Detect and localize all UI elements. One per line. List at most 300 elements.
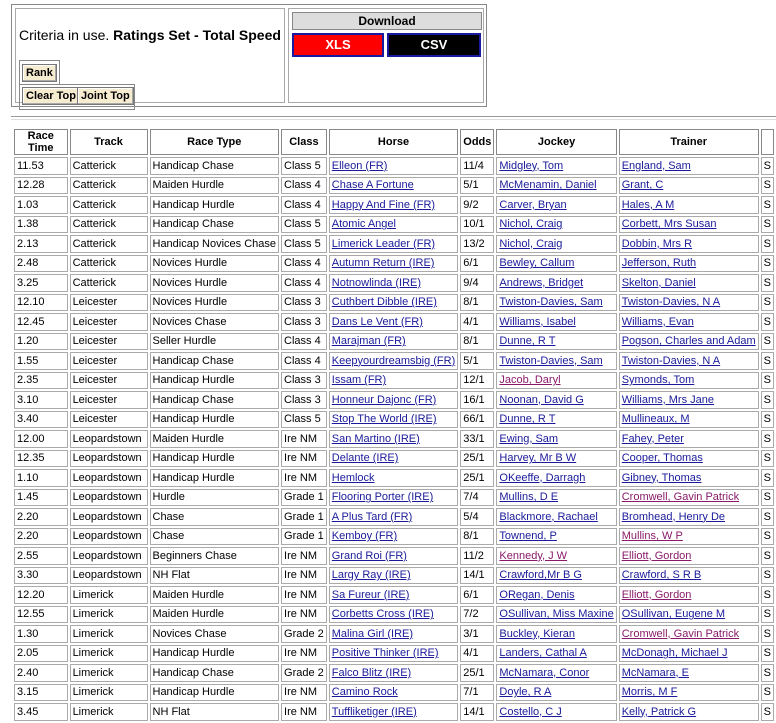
- cell-odds: 8/1: [460, 333, 494, 351]
- table-row: [14, 177, 774, 195]
- cell-race-type: Chase: [150, 508, 280, 526]
- cell-odds: 11/4: [460, 157, 494, 175]
- cell-track: Catterick: [70, 216, 148, 234]
- horse-link[interactable]: Camino Rock: [331, 686, 398, 699]
- xls-download-button[interactable]: XLS: [292, 33, 384, 57]
- cell-race-time: 12.28: [14, 177, 68, 195]
- jockey-link[interactable]: Ewing, Sam: [499, 432, 559, 445]
- cell-race-type: Handicap Chase: [150, 352, 280, 370]
- trainer-link[interactable]: Mullins, W P: [621, 530, 683, 543]
- cell-odds: 14/1: [460, 567, 494, 585]
- table-row: [14, 235, 774, 253]
- trainer-link[interactable]: Grant, C: [621, 179, 664, 192]
- jockey-link[interactable]: OKeeffe, Darragh: [499, 471, 586, 484]
- cell-race-type: Handicap Chase: [150, 664, 280, 682]
- cell-track: Leicester: [70, 372, 148, 390]
- cell-class: Ire NM: [281, 430, 327, 448]
- cell-track: Limerick: [70, 684, 148, 702]
- jockey-link[interactable]: Williams, Isabel: [499, 315, 576, 328]
- table-row: [14, 606, 774, 624]
- jockey-cell: [496, 469, 616, 487]
- cell-track: Leicester: [70, 411, 148, 429]
- trainer-cell: [619, 177, 759, 195]
- jockey-link[interactable]: Nichol, Craig: [499, 237, 563, 250]
- trainer-cell: [619, 235, 759, 253]
- jockey-link[interactable]: Mullins, D E: [499, 491, 559, 504]
- cell-odds: 5/4: [460, 508, 494, 526]
- jockey-cell: [496, 411, 616, 429]
- trainer-link[interactable]: Bromhead, Henry De: [621, 510, 726, 523]
- cell-class: Ire NM: [281, 703, 327, 721]
- cell-extra: S: [761, 157, 774, 175]
- header-odds[interactable]: Odds: [460, 129, 494, 155]
- trainer-link[interactable]: Gibney, Thomas: [621, 471, 702, 484]
- jockey-cell: [496, 625, 616, 643]
- jockey-link[interactable]: Buckley, Kieran: [499, 627, 575, 640]
- cell-odds: 7/2: [460, 606, 494, 624]
- jockey-cell: [496, 313, 616, 331]
- cell-extra: S: [761, 430, 774, 448]
- cell-race-type: Maiden Hurdle: [150, 586, 280, 604]
- cell-extra: S: [761, 294, 774, 312]
- trainer-link[interactable]: Williams, Mrs Jane: [621, 393, 715, 406]
- cell-race-type: Handicap Hurdle: [150, 450, 280, 468]
- jockey-link[interactable]: Nichol, Craig: [499, 218, 563, 231]
- trainer-link[interactable]: Twiston-Davies, N A: [621, 296, 721, 309]
- trainer-link[interactable]: OSullivan, Eugene M: [621, 608, 726, 621]
- cell-race-time: 11.53: [14, 157, 68, 175]
- horse-link[interactable]: Marajman (FR): [331, 335, 406, 348]
- cell-class: Grade 1: [281, 489, 327, 507]
- horse-link[interactable]: Dans Le Vent (FR): [331, 315, 423, 328]
- cell-race-time: 2.20: [14, 508, 68, 526]
- jockey-link[interactable]: McMenamin, Daniel: [499, 179, 597, 192]
- horse-cell: [329, 216, 459, 234]
- cell-class: Ire NM: [281, 450, 327, 468]
- jockey-link[interactable]: Landers, Cathal A: [499, 647, 587, 660]
- table-row: [14, 372, 774, 390]
- horse-cell: [329, 352, 459, 370]
- cell-race-time: 1.45: [14, 489, 68, 507]
- cell-track: Limerick: [70, 625, 148, 643]
- table-row: [14, 352, 774, 370]
- cell-race-type: Maiden Hurdle: [150, 430, 280, 448]
- table-row: [14, 196, 774, 214]
- jockey-link[interactable]: Harvey, Mr B W: [499, 452, 577, 465]
- trainer-cell: [619, 313, 759, 331]
- jockey-cell: [496, 508, 616, 526]
- horse-link[interactable]: Notnowlinda (IRE): [331, 276, 422, 289]
- jockey-cell: [496, 703, 616, 721]
- horse-link[interactable]: San Martino (IRE): [331, 432, 420, 445]
- cell-race-time: 3.15: [14, 684, 68, 702]
- trainer-link[interactable]: Twiston-Davies, N A: [621, 354, 721, 367]
- cell-class: Class 4: [281, 255, 327, 273]
- cell-race-type: Handicap Hurdle: [150, 469, 280, 487]
- trainer-link[interactable]: Jefferson, Ruth: [621, 257, 697, 270]
- table-row: [14, 450, 774, 468]
- cell-track: Leopardstown: [70, 528, 148, 546]
- jockey-cell: [496, 391, 616, 409]
- header-jockey[interactable]: Jockey: [496, 129, 616, 155]
- horse-link[interactable]: Delante (IRE): [331, 452, 399, 465]
- header-race-time[interactable]: Race Time: [14, 129, 68, 155]
- cell-class: Class 3: [281, 391, 327, 409]
- cell-extra: S: [761, 313, 774, 331]
- cell-class: Class 5: [281, 216, 327, 234]
- header-extra[interactable]: [761, 129, 774, 155]
- trainer-link[interactable]: Cromwell, Gavin Patrick: [621, 491, 740, 504]
- trainer-cell: [619, 372, 759, 390]
- trainer-link[interactable]: Crawford, S R B: [621, 569, 702, 582]
- horse-cell: [329, 196, 459, 214]
- trainer-link[interactable]: Williams, Evan: [621, 315, 694, 328]
- cell-race-type: Novices Chase: [150, 625, 280, 643]
- cell-class: Ire NM: [281, 567, 327, 585]
- horse-link[interactable]: A Plus Tard (FR): [331, 510, 413, 523]
- cell-odds: 9/4: [460, 274, 494, 292]
- cell-class: Ire NM: [281, 586, 327, 604]
- cell-extra: S: [761, 547, 774, 565]
- joint-top-button[interactable]: Joint Top: [77, 87, 134, 105]
- horse-cell: [329, 294, 459, 312]
- horse-cell: [329, 411, 459, 429]
- table-row: [14, 411, 774, 429]
- trainer-link[interactable]: Elliott, Gordon: [621, 549, 692, 562]
- cell-odds: 6/1: [460, 255, 494, 273]
- jockey-link[interactable]: Townend, P: [499, 530, 557, 543]
- cell-race-type: Hurdle: [150, 489, 280, 507]
- cell-track: Catterick: [70, 235, 148, 253]
- jockey-cell: [496, 274, 616, 292]
- cell-track: Catterick: [70, 177, 148, 195]
- cell-race-type: Handicap Hurdle: [150, 684, 280, 702]
- jockey-link[interactable]: Andrews, Bridget: [499, 276, 584, 289]
- cell-class: Ire NM: [281, 684, 327, 702]
- jockey-link[interactable]: Dunne, R T: [499, 335, 556, 348]
- download-title: Download: [292, 12, 482, 30]
- cell-track: Leicester: [70, 333, 148, 351]
- table-row: [14, 157, 774, 175]
- jockey-link[interactable]: Noonan, David G: [499, 393, 584, 406]
- jockey-cell: [496, 352, 616, 370]
- horse-link[interactable]: Elleon (FR): [331, 159, 388, 172]
- horse-cell: [329, 333, 459, 351]
- cell-track: Catterick: [70, 274, 148, 292]
- horse-cell: [329, 528, 459, 546]
- jockey-link[interactable]: Bewley, Callum: [499, 257, 575, 270]
- jockey-link[interactable]: McNamara, Conor: [499, 666, 590, 679]
- table-row: [14, 703, 774, 721]
- cell-odds: 7/4: [460, 489, 494, 507]
- horse-cell: [329, 625, 459, 643]
- trainer-cell: [619, 430, 759, 448]
- cell-class: Class 5: [281, 411, 327, 429]
- trainer-cell: [619, 645, 759, 663]
- trainer-cell: [619, 528, 759, 546]
- cell-race-type: Beginners Chase: [150, 547, 280, 565]
- cell-race-type: Novices Hurdle: [150, 255, 280, 273]
- horse-link[interactable]: Positive Thinker (IRE): [331, 647, 439, 660]
- jockey-link[interactable]: Kennedy, J W: [499, 549, 568, 562]
- cell-odds: 25/1: [460, 664, 494, 682]
- jockey-link[interactable]: Twiston-Davies, Sam: [499, 296, 603, 309]
- trainer-link[interactable]: Fahey, Peter: [621, 432, 684, 445]
- table-row: [14, 216, 774, 234]
- table-row: [14, 625, 774, 643]
- cell-race-time: 3.40: [14, 411, 68, 429]
- trainer-cell: [619, 664, 759, 682]
- cell-race-time: 12.45: [14, 313, 68, 331]
- table-row: [14, 645, 774, 663]
- horse-link[interactable]: Sa Fureur (IRE): [331, 588, 410, 601]
- trainer-link[interactable]: Kelly, Patrick G: [621, 705, 697, 718]
- cell-odds: 25/1: [460, 469, 494, 487]
- cell-race-time: 12.55: [14, 606, 68, 624]
- trainer-link[interactable]: Pogson, Charles and Adam: [621, 335, 756, 348]
- cell-race-time: 1.30: [14, 625, 68, 643]
- horse-cell: [329, 469, 459, 487]
- cell-track: Catterick: [70, 157, 148, 175]
- trainer-cell: [619, 255, 759, 273]
- cell-race-type: Chase: [150, 528, 280, 546]
- horse-link[interactable]: Flooring Porter (IRE): [331, 491, 434, 504]
- cell-extra: S: [761, 489, 774, 507]
- cell-race-time: 1.20: [14, 333, 68, 351]
- horse-link[interactable]: Chase A Fortune: [331, 179, 414, 192]
- jockey-cell: [496, 157, 616, 175]
- trainer-link[interactable]: Elliott, Gordon: [621, 588, 692, 601]
- trainer-link[interactable]: Dobbin, Mrs R: [621, 237, 693, 250]
- horse-link[interactable]: Stop The World (IRE): [331, 413, 437, 426]
- horse-link[interactable]: Largy Ray (IRE): [331, 569, 411, 582]
- jockey-cell: [496, 645, 616, 663]
- cell-extra: S: [761, 528, 774, 546]
- cell-race-type: Handicap Hurdle: [150, 372, 280, 390]
- clear-top-button[interactable]: Clear Top: [22, 87, 80, 105]
- trainer-link[interactable]: McDonagh, Michael J: [621, 647, 728, 660]
- header-race-type[interactable]: Race Type: [150, 129, 280, 155]
- horse-link[interactable]: Keepyourdreamsbig (FR): [331, 354, 456, 367]
- jockey-link[interactable]: Midgley, Tom: [499, 159, 564, 172]
- cell-track: Limerick: [70, 606, 148, 624]
- cell-extra: S: [761, 411, 774, 429]
- table-row: [14, 528, 774, 546]
- horse-link[interactable]: Malina Girl (IRE): [331, 627, 414, 640]
- csv-download-button[interactable]: CSV: [387, 33, 481, 57]
- cell-race-time: 12.20: [14, 586, 68, 604]
- cell-track: Leopardstown: [70, 547, 148, 565]
- horse-cell: [329, 391, 459, 409]
- horse-link[interactable]: Atomic Angel: [331, 218, 396, 231]
- horse-link[interactable]: Issam (FR): [331, 374, 387, 387]
- jockey-cell: [496, 430, 616, 448]
- header-trainer[interactable]: Trainer: [619, 129, 759, 155]
- cell-class: Class 4: [281, 196, 327, 214]
- cell-extra: S: [761, 508, 774, 526]
- cell-odds: 6/1: [460, 586, 494, 604]
- horse-cell: [329, 313, 459, 331]
- horse-link[interactable]: Limerick Leader (FR): [331, 237, 436, 250]
- jockey-link[interactable]: Doyle, R A: [499, 686, 552, 699]
- trainer-cell: [619, 274, 759, 292]
- cell-race-time: 3.45: [14, 703, 68, 721]
- cell-extra: S: [761, 586, 774, 604]
- trainer-cell: [619, 586, 759, 604]
- horse-cell: [329, 586, 459, 604]
- top-buttons-box: [19, 84, 135, 110]
- cell-track: Limerick: [70, 586, 148, 604]
- cell-odds: 10/1: [460, 216, 494, 234]
- trainer-cell: [619, 450, 759, 468]
- cell-track: Leopardstown: [70, 567, 148, 585]
- cell-race-type: Handicap Novices Chase: [150, 235, 280, 253]
- horse-cell: [329, 508, 459, 526]
- table-row: [14, 586, 774, 604]
- cell-race-time: 12.00: [14, 430, 68, 448]
- cell-odds: 7/1: [460, 684, 494, 702]
- cell-odds: 14/1: [460, 703, 494, 721]
- horse-link[interactable]: Hemlock: [331, 471, 375, 484]
- jockey-link[interactable]: ORegan, Denis: [499, 588, 575, 601]
- jockey-cell: [496, 372, 616, 390]
- table-row: [14, 547, 774, 565]
- cell-track: Leicester: [70, 391, 148, 409]
- cell-class: Ire NM: [281, 547, 327, 565]
- table-row: [14, 567, 774, 585]
- horse-link[interactable]: Honneur Dajonc (FR): [331, 393, 437, 406]
- trainer-cell: [619, 606, 759, 624]
- table-row: [14, 391, 774, 409]
- jockey-cell: [496, 547, 616, 565]
- horse-cell: [329, 177, 459, 195]
- cell-extra: S: [761, 606, 774, 624]
- jockey-link[interactable]: Dunne, R T: [499, 413, 556, 426]
- cell-track: Catterick: [70, 255, 148, 273]
- cell-race-time: 3.30: [14, 567, 68, 585]
- jockey-cell: [496, 235, 616, 253]
- table-row: [14, 294, 774, 312]
- jockey-cell: [496, 567, 616, 585]
- cell-track: Limerick: [70, 664, 148, 682]
- cell-extra: S: [761, 352, 774, 370]
- cell-extra: S: [761, 255, 774, 273]
- jockey-link[interactable]: Jacob, Daryl: [499, 374, 561, 387]
- cell-extra: S: [761, 235, 774, 253]
- cell-race-time: 2.48: [14, 255, 68, 273]
- table-row: [14, 333, 774, 351]
- horse-link[interactable]: Corbetts Cross (IRE): [331, 608, 434, 621]
- trainer-link[interactable]: Cooper, Thomas: [621, 452, 703, 465]
- horse-cell: [329, 489, 459, 507]
- cell-race-type: NH Flat: [150, 567, 280, 585]
- horse-cell: [329, 274, 459, 292]
- trainer-link[interactable]: Hales, A M: [621, 198, 675, 211]
- cell-extra: S: [761, 274, 774, 292]
- cell-odds: 8/1: [460, 294, 494, 312]
- cell-class: Class 5: [281, 157, 327, 175]
- rank-button[interactable]: Rank: [22, 64, 57, 82]
- trainer-link[interactable]: Symonds, Tom: [621, 374, 695, 387]
- jockey-link[interactable]: Carver, Bryan: [499, 198, 567, 211]
- trainer-link[interactable]: England, Sam: [621, 159, 691, 172]
- trainer-link[interactable]: Skelton, Daniel: [621, 276, 696, 289]
- cell-odds: 33/1: [460, 430, 494, 448]
- header-class[interactable]: Class: [281, 129, 327, 155]
- trainer-link[interactable]: McNamara, E: [621, 666, 689, 679]
- cell-race-type: Handicap Hurdle: [150, 645, 280, 663]
- cell-race-type: Handicap Hurdle: [150, 411, 280, 429]
- cell-race-time: 2.40: [14, 664, 68, 682]
- cell-extra: S: [761, 177, 774, 195]
- jockey-link[interactable]: Blackmore, Rachael: [499, 510, 598, 523]
- cell-race-time: 1.10: [14, 469, 68, 487]
- cell-race-type: NH Flat: [150, 703, 280, 721]
- jockey-cell: [496, 528, 616, 546]
- cell-class: Class 3: [281, 313, 327, 331]
- trainer-cell: [619, 352, 759, 370]
- cell-extra: S: [761, 372, 774, 390]
- cell-race-time: 2.05: [14, 645, 68, 663]
- rank-button-box: [19, 60, 60, 85]
- cell-race-type: Novices Chase: [150, 313, 280, 331]
- cell-track: Leopardstown: [70, 430, 148, 448]
- cell-race-time: 2.20: [14, 528, 68, 546]
- horse-link[interactable]: Happy And Fine (FR): [331, 198, 436, 211]
- cell-race-time: 2.13: [14, 235, 68, 253]
- cell-extra: S: [761, 625, 774, 643]
- horse-cell: [329, 567, 459, 585]
- header-track[interactable]: Track: [70, 129, 148, 155]
- cell-race-type: Maiden Hurdle: [150, 177, 280, 195]
- cell-race-time: 12.35: [14, 450, 68, 468]
- cell-race-time: 2.55: [14, 547, 68, 565]
- trainer-cell: [619, 469, 759, 487]
- trainer-link[interactable]: Mullineaux, M: [621, 413, 690, 426]
- jockey-cell: [496, 664, 616, 682]
- horse-link[interactable]: Falco Blitz (IRE): [331, 666, 412, 679]
- cell-extra: S: [761, 664, 774, 682]
- horse-link[interactable]: Cuthbert Dibble (IRE): [331, 296, 437, 309]
- criteria-value: Ratings Set - Total Speed: [113, 27, 281, 43]
- jockey-link[interactable]: Crawford,Mr B G: [499, 569, 582, 582]
- cell-track: Leopardstown: [70, 508, 148, 526]
- cell-class: Ire NM: [281, 469, 327, 487]
- header-horse[interactable]: Horse: [329, 129, 459, 155]
- horse-link[interactable]: Kemboy (FR): [331, 530, 398, 543]
- cell-extra: S: [761, 567, 774, 585]
- jockey-link[interactable]: OSullivan, Miss Maxine: [499, 608, 614, 621]
- cell-odds: 4/1: [460, 645, 494, 663]
- cell-race-type: Handicap Chase: [150, 216, 280, 234]
- cell-extra: S: [761, 703, 774, 721]
- horse-link[interactable]: Tuffliketiger (IRE): [331, 705, 417, 718]
- cell-odds: 12/1: [460, 372, 494, 390]
- criteria-panel: [15, 8, 285, 103]
- horse-link[interactable]: Autumn Return (IRE): [331, 257, 435, 270]
- jockey-link[interactable]: Costello, C J: [499, 705, 562, 718]
- horse-cell: [329, 235, 459, 253]
- jockey-link[interactable]: Twiston-Davies, Sam: [499, 354, 603, 367]
- horse-link[interactable]: Grand Roi (FR): [331, 549, 407, 562]
- table-row: [14, 664, 774, 682]
- table-row: [14, 274, 774, 292]
- trainer-link[interactable]: Morris, M F: [621, 686, 678, 699]
- trainer-link[interactable]: Cromwell, Gavin Patrick: [621, 627, 740, 640]
- jockey-cell: [496, 333, 616, 351]
- trainer-link[interactable]: Corbett, Mrs Susan: [621, 218, 717, 231]
- cell-race-type: Handicap Hurdle: [150, 196, 280, 214]
